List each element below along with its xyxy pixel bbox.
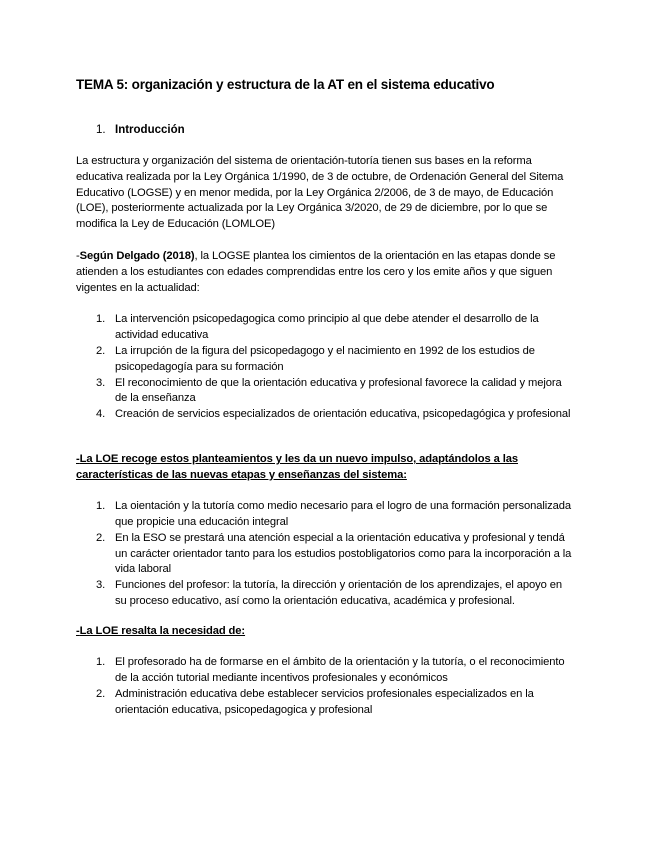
loe-heading-1-text: La LOE recoge estos planteamientos y les da un nuevo impulso, adaptándolos a las características de las nuevas etapas y enseñanzas del sistema:	[76, 453, 519, 481]
delgado-citation: Según Delgado (2018)	[79, 250, 195, 262]
delgado-prefix: -	[76, 250, 80, 262]
intro-paragraph: La estructura y organización del sistema de orientación-tutoría tienen sus bases en la reforma educativa realizada por la Ley Orgánica 1/1990, de 3 de octubre, de Ordenación General del Sitema Educativo (LOGSE) y en menor medida, por la Ley Orgánica 2/2006, de 3 de mayo, de Educación (LOE), posteriormente actualizada por la Ley Orgánica 3/2020, de 29 de diciembre, por lo que se modifica la Ley de Educación (LOMLOE)	[76, 155, 564, 231]
loe-heading-1-prefix: -	[76, 453, 80, 465]
loe-needs-list	[96, 655, 576, 719]
logse-list	[96, 312, 576, 423]
list-item: 2. En la ESO se prestará una atención especial a la orientación educativa y profesional y tendá un carácter orientador tanto para los estudios postobligatorios como para la incorporación a la vida laboral	[96, 531, 572, 576]
list-item: 4. Creación de servicios especializados de orientación educativa, psicopedagógica y profesional	[96, 408, 571, 421]
list-item: 3. El reconocimiento de que la orientación educativa y profesional favorece la calidad y mejora de la enseñanza	[96, 376, 562, 405]
section-heading	[96, 124, 185, 136]
loe-heading-2	[76, 624, 576, 640]
list-item: 3. Funciones del profesor: la tutoría, la dirección y orientación de los aprendizajes, el apoyo en su proceso educativo, así como la orientación educativa, académica y profesional.	[96, 579, 562, 608]
list-item: 1. La intervención psicopedagogica como principio al que debe atender el desarrollo de la actividad educativa	[96, 313, 539, 341]
list-item: 1. El profesorado ha de formarse en el ámbito de la orientación y la tutoría, o el reconocimiento de la acción tutorial mediante incentivos profesionales y económicos	[96, 656, 565, 684]
list-item: 1. La oientación y la tutoría como medio necesario para el logro de una formación personalizada que propicie una educación integral	[96, 500, 571, 528]
document-title: TEMA 5: organización y estructura de la AT en el sistema educativo	[76, 77, 495, 92]
loe-list	[96, 499, 576, 610]
loe-heading-2-text: La LOE resalta la necesidad de:	[79, 625, 246, 637]
list-item: 2. Administración educativa debe establecer servicios profesionales especializados en la orientación educativa, psicopedagogica y profesional	[96, 687, 534, 716]
delgado-text: , la LOGSE plantea los cimientos de la orientación en las etapas donde se atienden a los estudiantes con edades comprendidas entre los cero y los emite años y que siguen vigentes en la actualidad:	[76, 250, 556, 294]
loe-heading-1	[76, 452, 576, 484]
section-label: Introducción	[115, 124, 185, 136]
list-item: 2. La irrupción de la figura del psicopedagogo y el nacimiento en 1992 de los estudios de psicopedagogía para su formación	[96, 344, 535, 373]
section-number: 1.	[96, 124, 106, 136]
loe-heading-2-prefix: -	[76, 625, 80, 637]
delgado-paragraph	[76, 249, 576, 296]
